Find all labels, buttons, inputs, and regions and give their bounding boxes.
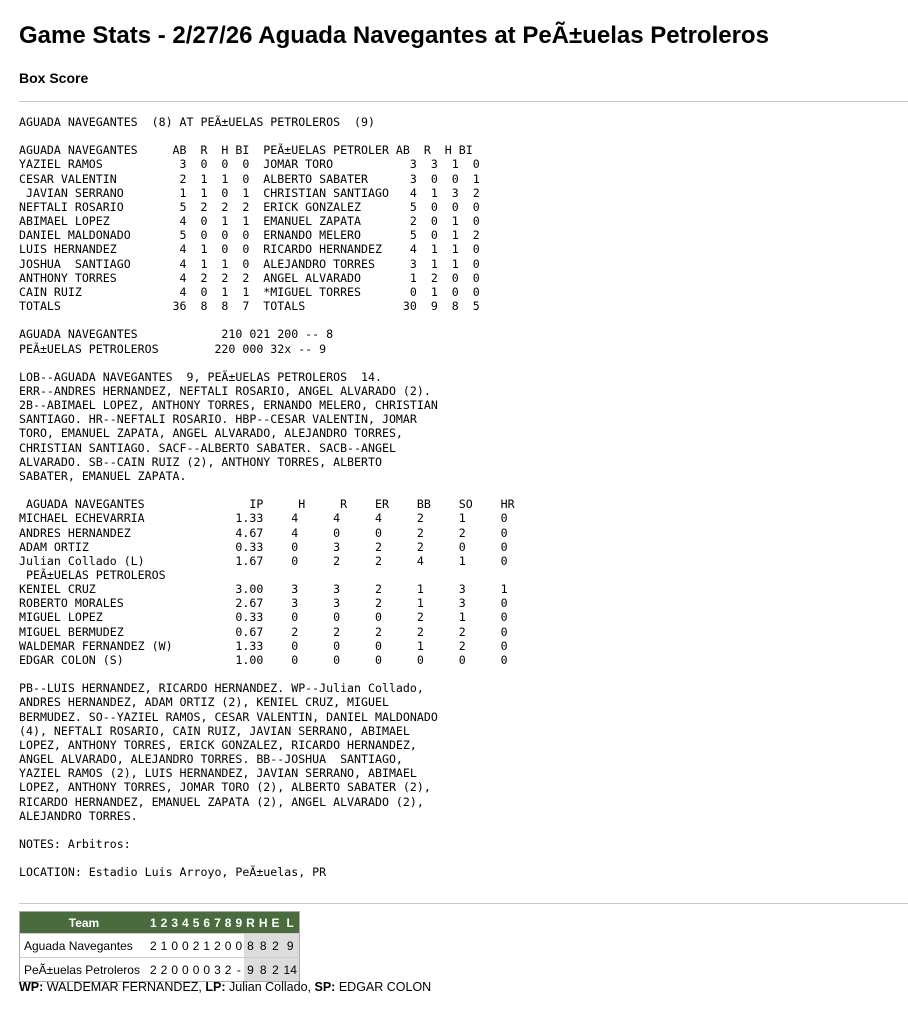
linescore-header-runs: R <box>244 912 257 934</box>
box-score-text: AGUADA NAVEGANTES (8) AT PEÃ±UELAS PETROLEROS (9) AGUADA NAVEGANTES AB R H BI PEÃ±UELAS PETROLER AB R H BI YAZIEL RAMOS 3 0 0 0 JOMAR TORO 3 3 1 0 CESAR VALENTIN 2 1 1 0 ALBERTO SABATER 3 0 0 1 JAVIAN SERRANO 1 1 0 1 CHRISTIAN SANTIAGO 4 1 3 2 NEFTALI ROSARIO 5 2 2 2 ERICK GONZALEZ 5 0 0 0 ABIMAEL LOPEZ 4 0 1 1 EMANUEL ZAPATA 2 0 1 0 DANIEL MALDONADO 5 0 0 0 ERNANDO MELERO 5 0 1 2 LUIS HERNANDEZ 4 1 0 0 RICARDO HERNANDEZ 4 1 1 0 JOSHUA SANTIAGO 4 1 1 0 ALEJANDRO TORRES 3 1 1 0 ANTHONY TORRES 4 2 2 2 ANGEL ALVARADO 1 2 0 0 CAIN RUIZ 4 0 1 1 *MIGUEL TORRES 0 1 0 0 TOTALS 36 8 8 7 TOTALS 30 9 8 5 AGUADA NAVEGANTES 210 021 200 -- 8 PEÃ±UELAS PETROLEROS 220 000 32x -- 9 LOB--AGUADA NAVEGANTES 9, PEÃ±UELAS PETROLEROS 14. ERR--ANDRES HERNANDEZ, NEFTALI ROSARIO, ANGEL ALVARADO (2). 2B--ABIMAEL LOPEZ, ANTHONY TORRES, ERNANDO MELERO, CHRISTIAN SANTIAGO. HR--NEFTALI ROSARIO. HBP--CESAR VALENTIN, JOMAR TORO, EMANUEL ZAPATA, ANGEL ALVARADO, ALEJANDRO TORRES, CHRISTIAN SANTIAGO. SACF--ALBERTO SABATER. SACB--ANGEL ALVARADO. SB--CAIN RUIZ (2), ANTHONY TORRES, ALBERTO SABATER, EMANUEL ZAPATA. AGUADA NAVEGANTES IP H R ER BB SO HR MICHAEL ECHEVARRIA 1.33 4 4 4 2 1 0 ANDRES HERNANDEZ 4.67 4 0 0 2 2 0 ADAM ORTIZ 0.33 0 3 2 2 0 0 Julian Collado (L) 1.67 0 2 2 4 1 0 PEÃ±UELAS PETROLEROS KENIEL CRUZ 3.00 3 3 2 1 3 1 ROBERTO MORALES 2.67 3 3 2 1 3 0 MIGUEL LOPEZ 0.33 0 0 0 2 1 0 MIGUEL BERMUDEZ 0.67 2 2 2 2 2 0 WALDEMAR FERNANDEZ (W) 1.33 0 0 0 1 2 0 EDGAR COLON (S) 1.00 0 0 0 0 0 0 PB--LUIS HERNANDEZ, RICARDO HERNANDEZ. WP--Julian Collado, ANDRES HERNANDEZ, ADAM ORTIZ (2), KENIEL CRUZ, MIGUEL BERMUDEZ. SO--YAZIEL RAMOS, CESAR VALENTIN, DANIEL MALDONADO (4), NEFTALI ROSARIO, CAIN RUIZ, JAVIAN SERRANO, ABIMAEL LOPEZ, ANTHONY TORRES, ERICK GONZALEZ, RICARDO HERNANDEZ, ANGEL ALVARADO, ALEJANDRO TORRES. BB--JOSHUA SANTIAGO, YAZIEL RAMOS (2), LUIS HERNANDEZ, JAVIAN SERRANO, ABIMAEL LOPEZ, ANTHONY TORRES, JOMAR TORO (2), ALBERTO SABATER (2), RICARDO HERNANDEZ, EMANUEL ZAPATA (2), ANGEL ALVARADO (2), ALEJANDRO TORRES. NOTES: Arbitros: LOCATION: Estadio Luis Arroyo, PeÃ±uelas, PR <box>19 115 515 880</box>
total-errors: 2 <box>270 934 282 958</box>
linescore-header-inning: 7 <box>212 912 223 934</box>
linescore-header-lob: L <box>282 912 300 934</box>
inning-score: 2 <box>148 934 159 958</box>
inning-score: - <box>233 958 244 982</box>
linescore-header-inning: 9 <box>233 912 244 934</box>
inning-score: 0 <box>223 934 234 958</box>
team-name: Aguada Navegantes <box>20 934 148 958</box>
total-errors: 2 <box>270 958 282 982</box>
inning-score: 1 <box>159 934 170 958</box>
linescore-header-inning: 1 <box>148 912 159 934</box>
inning-score: 0 <box>233 934 244 958</box>
inning-score: 1 <box>201 934 212 958</box>
linescore-header-inning: 4 <box>180 912 191 934</box>
total-hits: 8 <box>257 934 270 958</box>
linescore-row-away <box>20 934 300 958</box>
wp-label: WP: <box>19 980 44 994</box>
linescore-header-inning: 3 <box>169 912 180 934</box>
pitching-decisions <box>19 980 431 994</box>
divider-top <box>19 101 908 102</box>
page-title: Game Stats - 2/27/26 Aguada Navegantes at PeÃ±uelas Petroleros <box>19 22 769 49</box>
total-runs: 9 <box>244 958 257 982</box>
inning-score: 2 <box>223 958 234 982</box>
divider-bottom <box>19 903 908 904</box>
inning-score: 2 <box>159 958 170 982</box>
team-name: PeÃ±uelas Petroleros <box>20 958 148 982</box>
lp-label: LP: <box>205 980 226 994</box>
inning-score: 0 <box>201 958 212 982</box>
linescore-row-home <box>20 958 300 982</box>
inning-score: 0 <box>191 958 202 982</box>
inning-score: 0 <box>180 958 191 982</box>
sp-label: SP: <box>314 980 336 994</box>
inning-score: 0 <box>169 934 180 958</box>
linescore-table <box>19 911 300 982</box>
linescore-header-inning: 5 <box>191 912 202 934</box>
inning-score: 2 <box>191 934 202 958</box>
linescore-header-team: Team <box>20 912 148 934</box>
inning-score: 3 <box>212 958 223 982</box>
inning-score: 2 <box>148 958 159 982</box>
linescore-header-row <box>20 912 300 934</box>
inning-score: 0 <box>169 958 180 982</box>
linescore-header-inning: 6 <box>201 912 212 934</box>
inning-score: 0 <box>180 934 191 958</box>
section-title-box-score: Box Score <box>19 70 89 86</box>
save-pitcher: EDGAR COLON <box>338 980 432 994</box>
total-hits: 8 <box>257 958 270 982</box>
linescore-header-inning: 8 <box>223 912 234 934</box>
inning-score: 2 <box>212 934 223 958</box>
losing-pitcher: Julian Collado, <box>229 980 312 994</box>
linescore-header-inning: 2 <box>159 912 170 934</box>
total-lob: 9 <box>282 934 300 958</box>
linescore-header-errors: E <box>270 912 282 934</box>
total-runs: 8 <box>244 934 257 958</box>
winning-pitcher: WALDEMAR FERNANDEZ, <box>46 980 202 994</box>
total-lob: 14 <box>282 958 300 982</box>
linescore-header-hits: H <box>257 912 270 934</box>
